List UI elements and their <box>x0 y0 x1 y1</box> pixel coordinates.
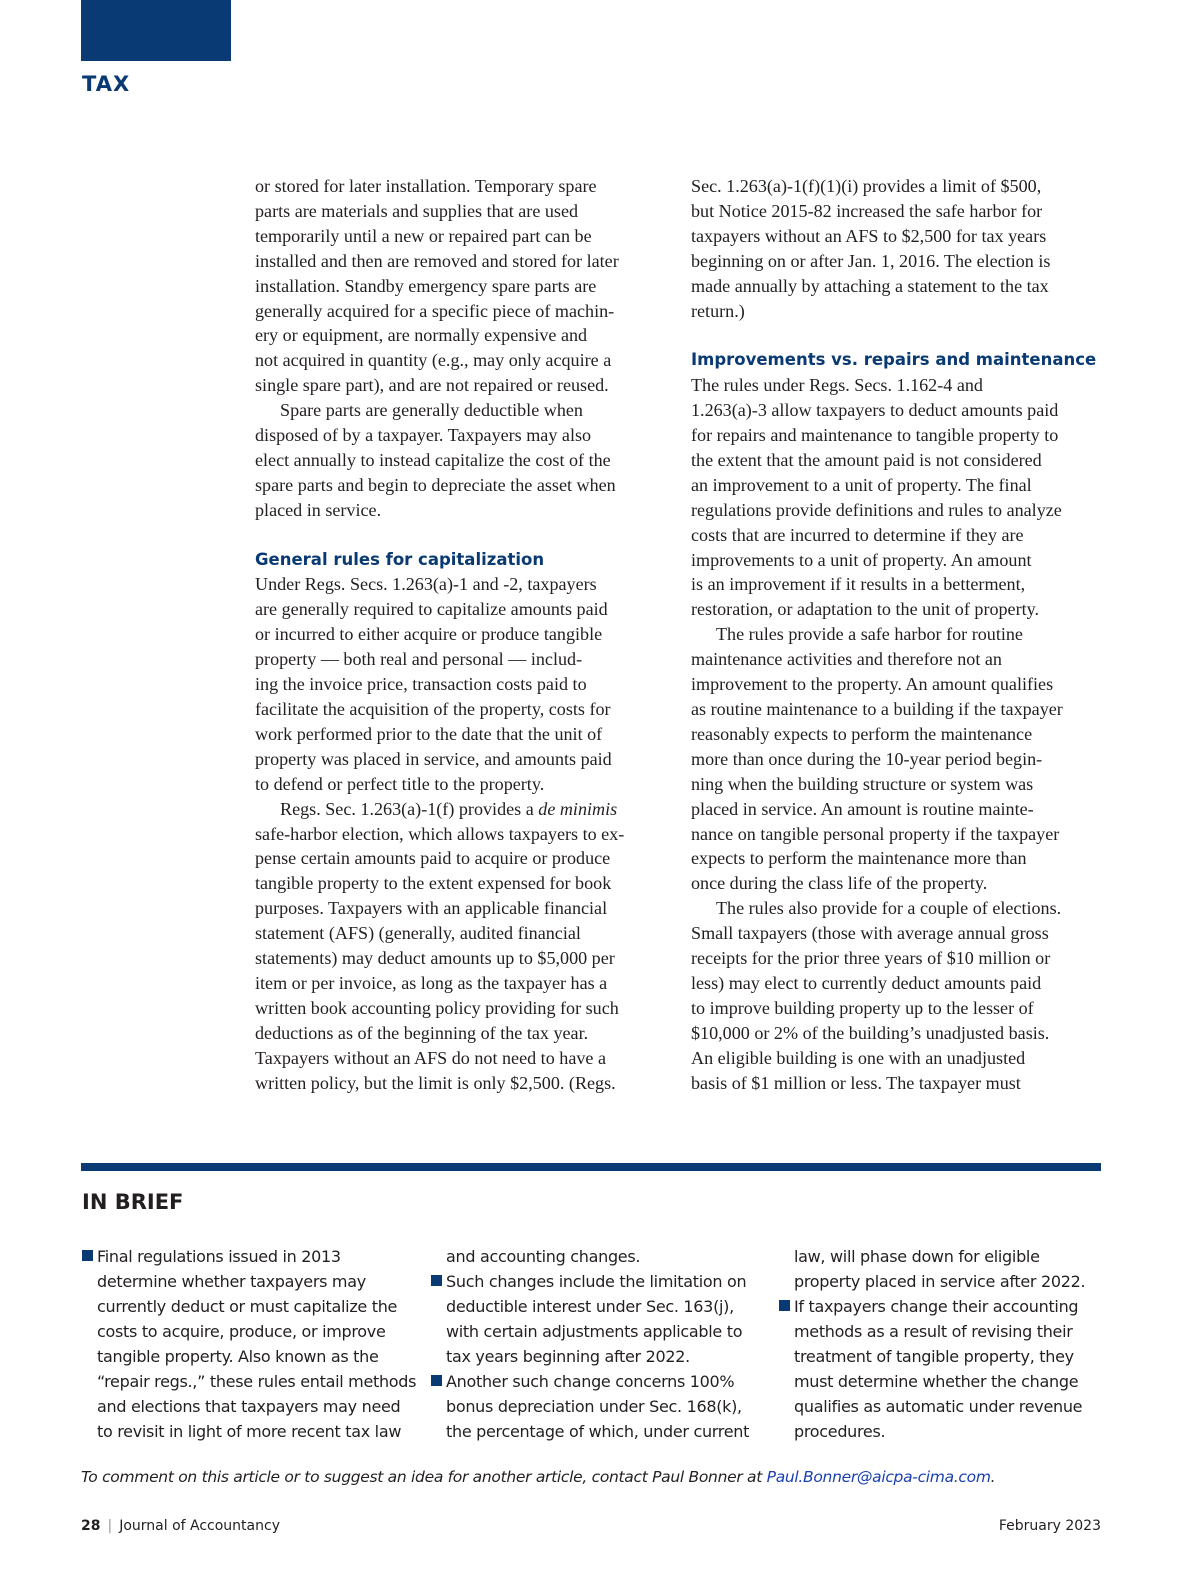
paragraph-line: expects to perform the maintenance more than <box>691 848 1027 869</box>
bullet-line <box>778 1294 1108 1319</box>
paragraph-line: restoration, or adaptation to the unit of property. <box>691 599 1040 620</box>
bullet-line <box>778 1344 1108 1369</box>
bullet-line <box>81 1369 417 1394</box>
paragraph-line: more than once during the 10-year period begin- <box>691 748 1043 769</box>
paragraph-line: the extent that the amount paid is not considered <box>691 449 1042 470</box>
paragraph-line: Regs. Sec. 1.263(a)-1(f) provides a de minimis <box>280 798 618 819</box>
paragraph-line: generally acquired for a specific piece of machin- <box>255 300 615 321</box>
bullet-text: methods as a result of revising their <box>794 1322 1073 1341</box>
footer-separator: | <box>107 1518 113 1534</box>
bullet-line <box>81 1244 411 1269</box>
paragraph <box>691 174 1111 323</box>
paragraph-line: installation. Standby emergency spare parts are <box>255 275 597 296</box>
paragraph-line: Small taxpayers (those with average annual gross <box>691 923 1049 944</box>
paragraph-line: Taxpayers without an AFS do not need to have a <box>255 1047 606 1068</box>
paragraph-line: 1.263(a)-3 allow taxpayers to deduct amounts paid <box>691 400 1059 421</box>
latin-term: de minimis <box>538 798 618 819</box>
in-brief-column-2 <box>430 1244 760 1444</box>
paragraph-line: taxpayers without an AFS to $2,500 for tax years <box>691 225 1047 246</box>
bullet-text: If taxpayers change their accounting <box>794 1297 1079 1316</box>
paragraph-line: an improvement to a unit of property. The final <box>691 474 1032 495</box>
paragraph-line: improvements to a unit of property. An amount <box>691 549 1032 570</box>
paragraph-line: The rules under Regs. Secs. 1.162-4 and <box>691 375 983 396</box>
bullet-text: costs to acquire, produce, or improve <box>97 1322 386 1341</box>
bullet-text: with certain adjustments applicable to <box>446 1322 743 1341</box>
paragraph-line: The rules also provide for a couple of elections. <box>716 898 1062 919</box>
paragraph-line: Under Regs. Secs. 1.263(a)-1 and -2, taxpayers <box>255 574 597 595</box>
comment-line: To comment on this article or to suggest an idea for another article, contact Paul Bonner at Paul.Bonner@aicpa-cima.com. <box>81 1468 996 1486</box>
article-column-right <box>691 174 1111 1096</box>
bullet-text: treatment of tangible property, they <box>794 1347 1074 1366</box>
bullet-square-icon <box>431 1275 442 1286</box>
paragraph-line: facilitate the acquisition of the property, costs for <box>255 699 611 720</box>
header-color-block <box>81 0 231 61</box>
bullet-line <box>430 1344 760 1369</box>
in-brief-title: IN BRIEF <box>82 1190 184 1214</box>
publication-name: Journal of Accountancy <box>119 1518 280 1534</box>
bullet-text: procedures. <box>794 1422 886 1441</box>
bullet-text: currently deduct or must capitalize the <box>97 1297 398 1316</box>
bullet-line <box>778 1394 1108 1419</box>
bullet-item <box>81 1244 417 1444</box>
paragraph-line: return.) <box>691 300 745 321</box>
bullet-line <box>81 1344 411 1369</box>
bullet-line <box>81 1394 411 1419</box>
paragraph-line: as routine maintenance to a building if the taxpayer <box>691 699 1063 720</box>
paragraph-line: property — both real and personal — includ- <box>255 649 583 670</box>
paragraph-line: statement (AFS) (generally, audited financial <box>255 923 581 944</box>
paragraph-line: once during the class life of the property. <box>691 873 988 894</box>
bullet-line <box>778 1269 1108 1294</box>
paragraph-line: less) may elect to currently deduct amounts paid <box>691 972 1042 993</box>
bullet-line <box>81 1319 411 1344</box>
bullet-line <box>778 1369 1108 1394</box>
paragraph-line: installed and then are removed and stored for later <box>255 250 619 271</box>
paragraph-line: beginning on or after Jan. 1, 2016. The election is <box>691 250 1051 271</box>
paragraph-line: $10,000 or 2% of the building’s unadjusted basis. <box>691 1022 1050 1043</box>
section-heading: Improvements vs. repairs and maintenance <box>691 350 1097 370</box>
bullet-text: bonus depreciation under Sec. 168(k), <box>446 1397 742 1416</box>
paragraph <box>691 896 1111 1095</box>
bullet-text: property placed in service after 2022. <box>794 1272 1086 1291</box>
bullet-square-icon <box>431 1375 442 1386</box>
paragraph-line: regulations provide definitions and rules to analyze <box>691 499 1062 520</box>
paragraph-line: are generally required to capitalize amounts paid <box>255 599 608 620</box>
page-number: 28 <box>81 1518 101 1534</box>
paragraph-line: work performed prior to the date that the unit of <box>255 723 603 744</box>
paragraph-line: made annually by attaching a statement to the tax <box>691 275 1049 296</box>
bullet-text: Another such change concerns 100% <box>446 1372 735 1391</box>
paragraph <box>691 373 1111 622</box>
bullet-line <box>81 1419 411 1444</box>
paragraph-line: written policy, but the limit is only $2,500. (Regs. <box>255 1072 616 1093</box>
bullet-text: Such changes include the limitation on <box>446 1272 747 1291</box>
bullet-line <box>430 1294 760 1319</box>
bullet-line <box>430 1419 760 1444</box>
paragraph-line: basis of $1 million or less. The taxpayer must <box>691 1072 1021 1093</box>
paragraph-line: ing the invoice price, transaction costs paid to <box>255 674 587 695</box>
bullet-item <box>778 1244 1108 1294</box>
bullet-text: qualifies as automatic under revenue <box>794 1397 1083 1416</box>
paragraph-line: safe-harbor election, which allows taxpayers to ex- <box>255 823 625 844</box>
bullet-square-icon <box>779 1300 790 1311</box>
paragraph-line: receipts for the prior three years of $10 million or <box>691 948 1051 969</box>
paragraph-line: or stored for later installation. Temporary spare <box>255 176 597 196</box>
bullet-line <box>778 1419 1108 1444</box>
paragraph <box>255 572 675 796</box>
paragraph-line: The rules provide a safe harbor for routine <box>716 624 1023 645</box>
bullet-item <box>430 1369 760 1444</box>
bullet-item <box>430 1244 760 1269</box>
paragraph-line: placed in service. An amount is routine mainte- <box>691 798 1034 819</box>
paragraph-line: deductions as of the beginning of the tax year. <box>255 1022 589 1043</box>
bullet-text: deductible interest under Sec. 163(j), <box>446 1297 734 1316</box>
paragraph-line: or incurred to either acquire or produce tangible <box>255 624 603 645</box>
paragraph-line: placed in service. <box>255 499 382 520</box>
paragraph-line: item or per invoice, as long as the taxpayer has a <box>255 972 608 993</box>
bullet-square-icon <box>82 1250 93 1261</box>
bullet-text: tax years beginning after 2022. <box>446 1347 690 1366</box>
paragraph <box>691 622 1111 896</box>
bullet-text: tangible property. Also known as the <box>97 1347 379 1366</box>
bullet-line <box>778 1244 1108 1269</box>
bullet-line <box>430 1269 760 1294</box>
paragraph-line: improvement to the property. An amount qualifies <box>691 674 1054 695</box>
paragraph-line: elect annually to instead capitalize the cost of the <box>255 449 611 470</box>
in-brief-column-3 <box>778 1244 1108 1444</box>
issue-date: February 2023 <box>998 1518 1101 1534</box>
bullet-item <box>778 1294 1108 1444</box>
paragraph-line: purposes. Taxpayers with an applicable financial <box>255 898 608 919</box>
bullet-line <box>778 1319 1108 1344</box>
paragraph-line: temporarily until a new or repaired part can be <box>255 225 592 246</box>
paragraph-line: single spare part), and are not repaired or reused. <box>255 375 609 396</box>
bullet-line <box>430 1244 760 1269</box>
paragraph <box>255 398 675 523</box>
paragraph-line: Spare parts are generally deductible when <box>280 400 583 421</box>
paragraph-line: ery or equipment, are normally expensive and <box>255 325 588 346</box>
section-label: TAX <box>82 72 131 96</box>
bullet-text: and accounting changes. <box>446 1247 641 1266</box>
bullet-text: and elections that taxpayers may need <box>97 1397 401 1416</box>
paragraph-line: Sec. 1.263(a)-1(f)(1)(i) provides a limit of $500, <box>691 176 1042 196</box>
bullet-line <box>81 1294 411 1319</box>
paragraph-line: disposed of by a taxpayer. Taxpayers may also <box>255 425 592 446</box>
paragraph-line: reasonably expects to perform the maintenance <box>691 723 1033 744</box>
email-link[interactable]: Paul.Bonner@aicpa-cima.com <box>766 1468 991 1486</box>
in-brief-column-1 <box>81 1244 417 1444</box>
paragraph-line: is an improvement if it results in a betterment, <box>691 574 1026 595</box>
bullet-text: law, will phase down for eligible <box>794 1247 1040 1266</box>
bullet-item <box>430 1269 760 1369</box>
bullet-text: to revisit in light of more recent tax law <box>97 1422 402 1441</box>
section-heading: General rules for capitalization <box>255 549 545 569</box>
paragraph-line: not acquired in quantity (e.g., may only acquire a <box>255 350 612 371</box>
bullet-line <box>81 1269 411 1294</box>
paragraph-line: ning when the building structure or system was <box>691 773 1034 794</box>
paragraph-line: written book accounting policy providing for such <box>255 997 619 1018</box>
paragraph-line: nance on tangible personal property if the taxpayer <box>691 823 1060 844</box>
paragraph <box>255 822 675 1096</box>
paragraph-line: pense certain amounts paid to acquire or produce <box>255 848 611 869</box>
paragraph-line: parts are materials and supplies that are used <box>255 200 579 221</box>
paragraph-line: to defend or perfect title to the property. <box>255 773 545 794</box>
paragraph-line: for repairs and maintenance to tangible property to <box>691 425 1059 446</box>
bullet-line <box>430 1394 760 1419</box>
paragraph-line: costs that are incurred to determine if they are <box>691 524 1024 545</box>
paragraph-line: property was placed in service, and amounts paid <box>255 748 612 769</box>
paragraph-line: tangible property to the extent expensed for book <box>255 873 612 894</box>
bullet-text: Final regulations issued in 2013 <box>97 1247 341 1266</box>
paragraph-line: An eligible building is one with an unadjusted <box>691 1047 1026 1068</box>
article-column-left <box>255 174 675 1096</box>
in-brief-divider <box>81 1163 1101 1171</box>
bullet-text: the percentage of which, under current <box>446 1422 750 1441</box>
bullet-line <box>430 1369 760 1394</box>
bullet-text: must determine whether the change <box>794 1372 1079 1391</box>
paragraph-line: maintenance activities and therefore not an <box>691 649 1002 670</box>
paragraph-line: but Notice 2015-82 increased the safe harbor for <box>691 200 1043 221</box>
bullet-line <box>430 1319 760 1344</box>
bullet-text: determine whether taxpayers may <box>97 1272 366 1291</box>
paragraph-line: spare parts and begin to depreciate the asset when <box>255 474 616 495</box>
paragraph <box>255 174 675 398</box>
footer-left <box>81 1518 280 1534</box>
paragraph-line: to improve building property up to the lesser of <box>691 997 1034 1018</box>
paragraph-line: statements) may deduct amounts up to $5,000 per <box>255 948 615 969</box>
bullet-text: “repair regs.,” these rules entail methods <box>97 1372 417 1391</box>
